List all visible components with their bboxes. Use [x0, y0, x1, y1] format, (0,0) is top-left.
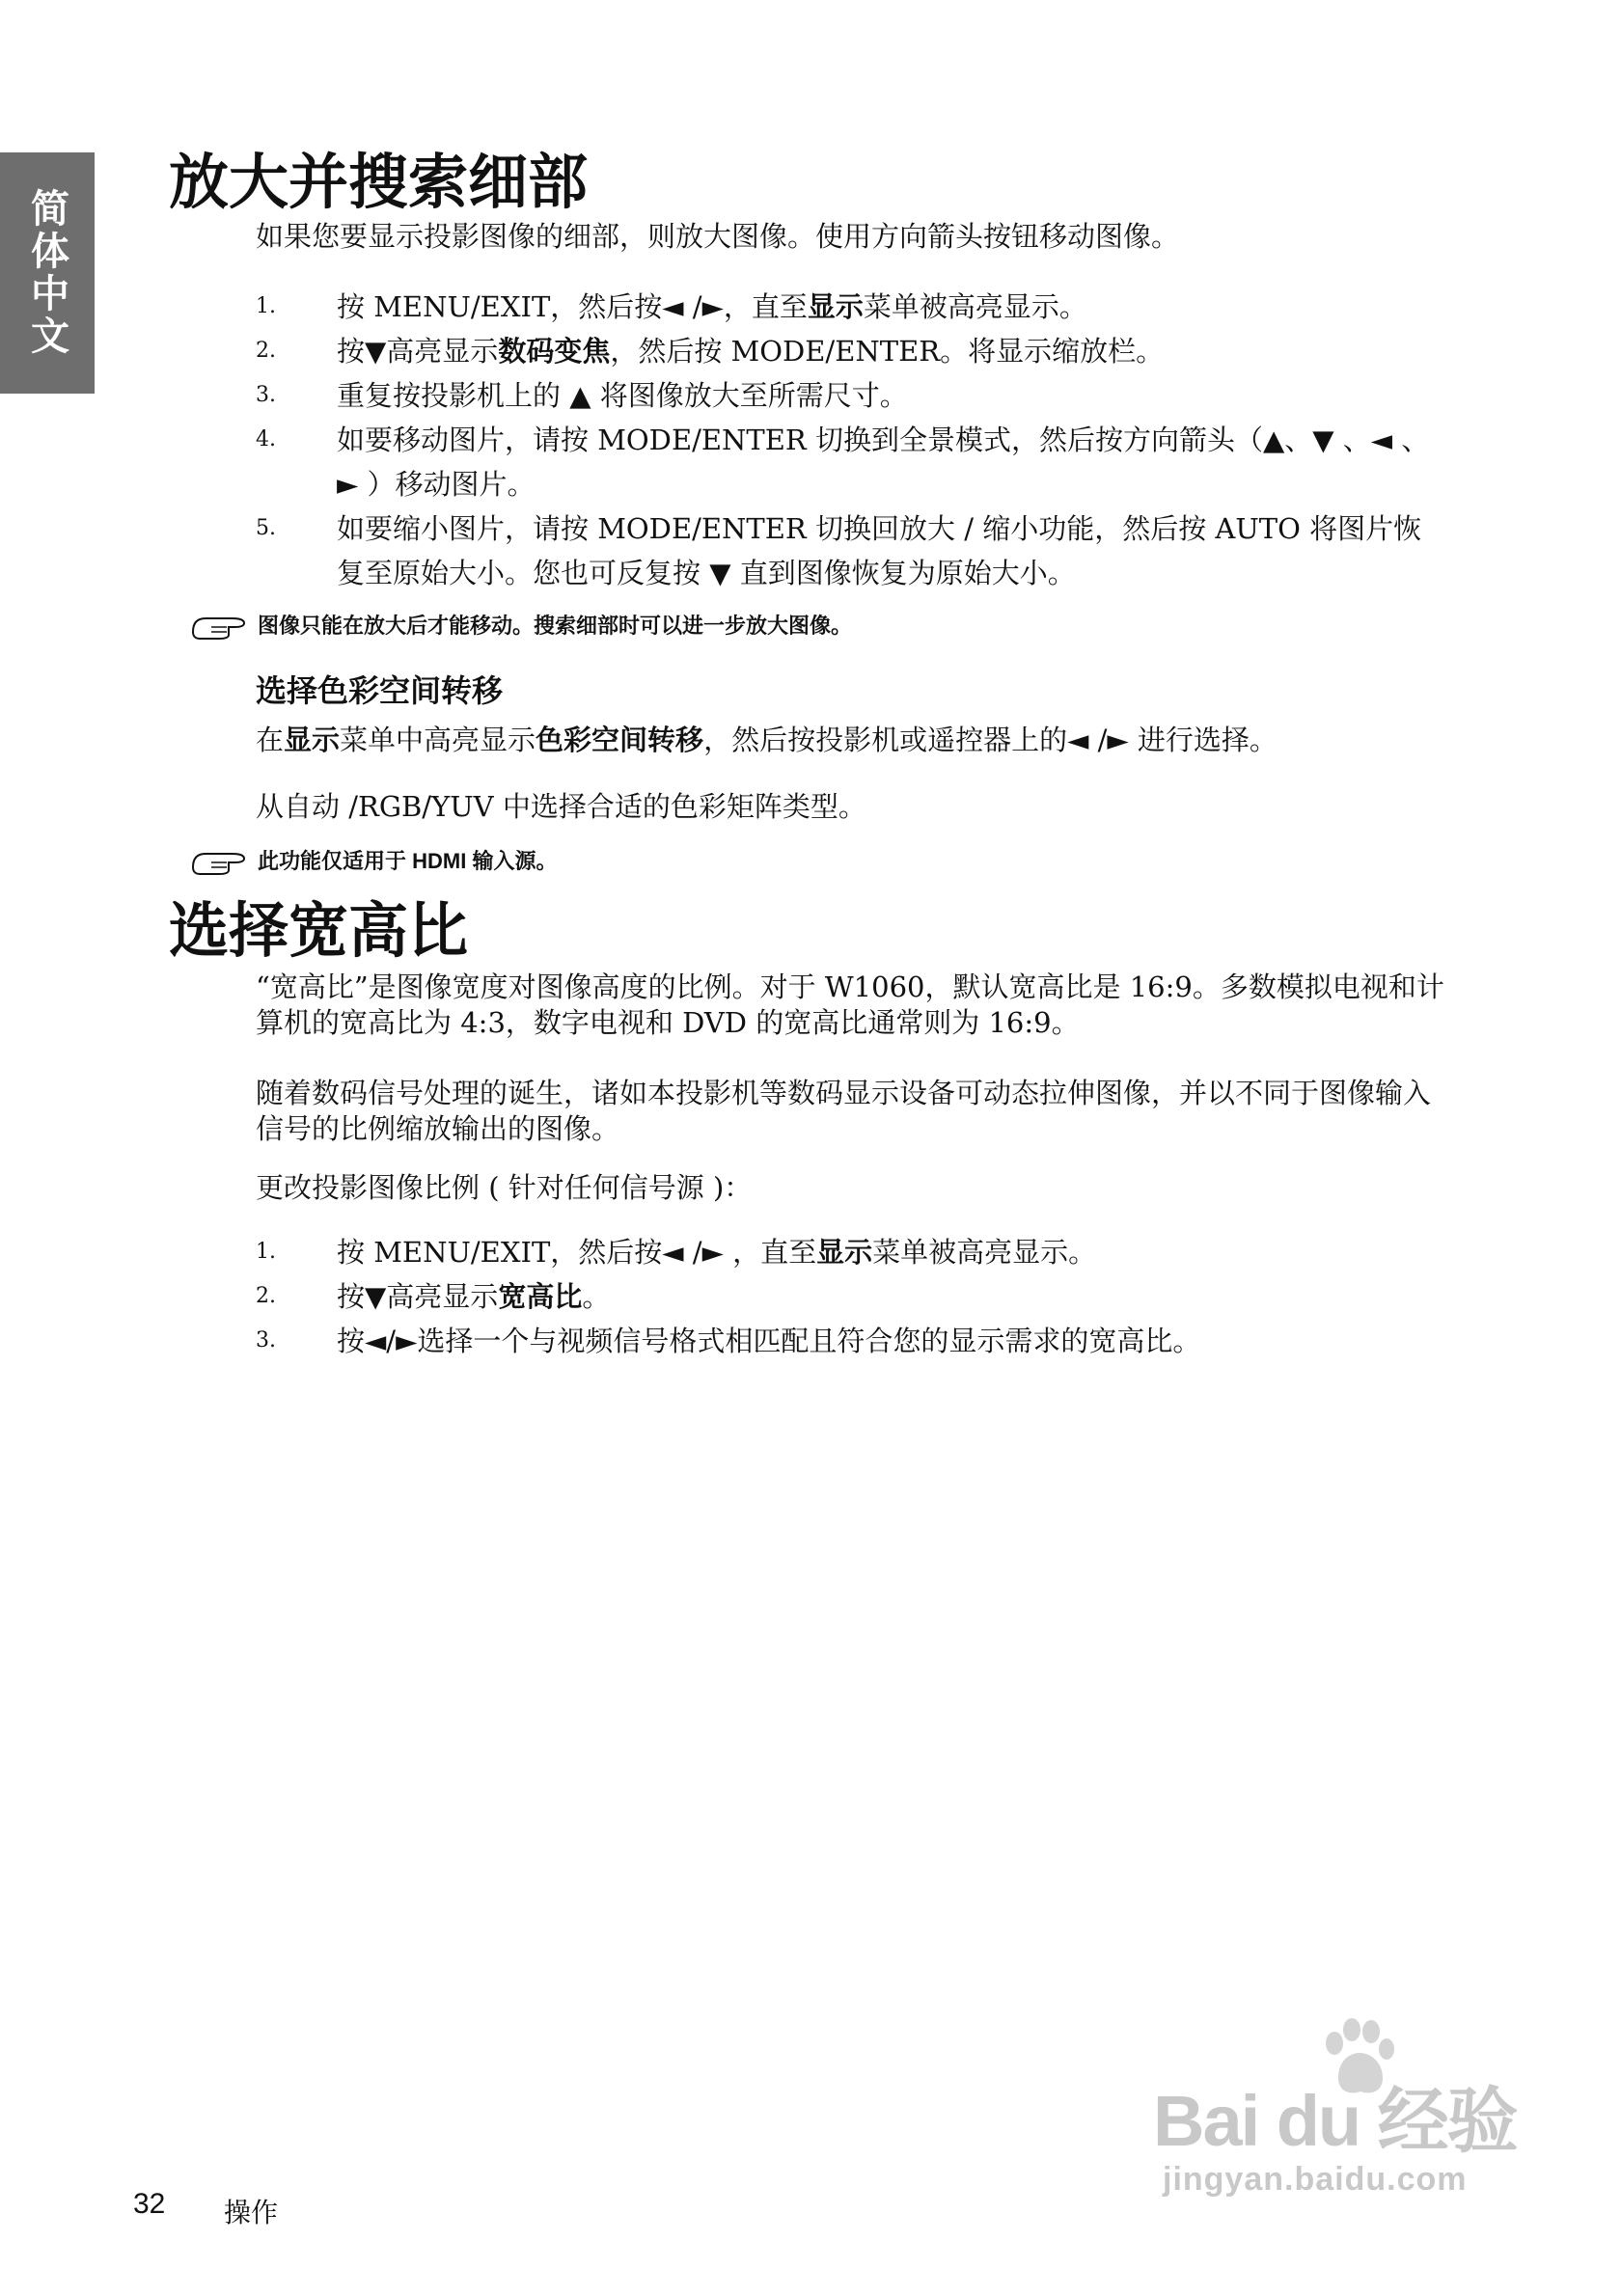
pointing-hand-icon — [190, 611, 252, 640]
section-title-zoom: 放大并搜索细部 — [169, 147, 589, 217]
subsection-title-color-space: 选择色彩空间转移 — [256, 672, 504, 709]
list-number: 5. — [256, 516, 276, 540]
list-text: 按 MENU/EXIT，然后按◄ /► ，直至显示菜单被高亮显示。 — [337, 1236, 1097, 1269]
menu-name-display: 显示 — [816, 1236, 873, 1269]
note — [190, 610, 852, 640]
list-number: 2. — [256, 1284, 276, 1308]
list-text: 如要移动图片，请按 MODE/ENTER 切换到全景模式，然后按方向箭头（▲、▼ 、◄ 、► ）移动图片。 — [337, 424, 1430, 501]
zoom-intro: 如果您要显示投影图像的细部，则放大图像。使用方向箭头按钮移动图像。 — [256, 220, 1180, 253]
list-number: 1. — [256, 1240, 276, 1264]
list-number: 2. — [256, 339, 276, 363]
page-number: 32 — [133, 2188, 166, 2220]
watermark-url: jingyan.baidu.com — [1163, 2161, 1468, 2198]
menu-item-color-space: 色彩空间转移 — [536, 724, 704, 756]
list-number: 1. — [256, 294, 276, 318]
aspect-ratio-steps-intro: 更改投影图像比例 ( 针对任何信号源 )： — [256, 1171, 753, 1204]
list-text: 按 MENU/EXIT，然后按◄ /►，直至显示菜单被高亮显示。 — [337, 290, 1087, 323]
list-text: 重复按投影机上的 ▲ 将图像放大至所需尺寸。 — [337, 379, 908, 412]
color-space-options: 从自动 /RGB/YUV 中选择合适的色彩矩阵类型。 — [256, 790, 866, 823]
note-text: 此功能仅适用于 HDMI 输入源。 — [258, 849, 558, 873]
menu-name-display: 显示 — [807, 290, 864, 323]
list-number: 3. — [256, 1328, 276, 1353]
menu-item-digital-zoom: 数码变焦 — [498, 335, 611, 368]
list-text: 按◄/►选择一个与视频信号格式相匹配且符合您的显示需求的宽高比。 — [337, 1325, 1201, 1357]
menu-name-display: 显示 — [284, 724, 341, 756]
menu-item-aspect-ratio: 宽高比 — [498, 1280, 583, 1313]
aspect-ratio-digital: 随着数码信号处理的诞生，诸如本投影机等数码显示设备可动态拉伸图像，并以不同于图像输入信号的比例缩放输出的图像。 — [256, 1077, 1432, 1145]
pointing-hand-icon — [190, 846, 252, 875]
section-title-aspect-ratio: 选择宽高比 — [169, 895, 469, 966]
footer-section-label: 操作 — [224, 2197, 279, 2228]
language-tab-label: 简体中文 — [24, 188, 69, 358]
baidu-watermark — [1153, 2064, 1539, 2209]
list-text: 按▼高亮显示宽高比。 — [337, 1280, 611, 1313]
aspect-ratio-definition: “宽高比”是图像宽度对图像高度的比例。对于 W1060，默认宽高比是 16:9。多数模拟电视和计算机的宽高比为 4:3，数字电视和 DVD 的宽高比通常则为 16:9。 — [256, 970, 1444, 1039]
list-text: 按▼高亮显示数码变焦，然后按 MODE/ENTER。将显示缩放栏。 — [337, 335, 1165, 368]
color-space-instructions: 在显示菜单中高亮显示色彩空间转移，然后按投影机或遥控器上的◄ /► 进行选择。 — [256, 724, 1278, 756]
watermark-brand: Bai du 经验 — [1153, 2081, 1517, 2161]
list-number: 4. — [256, 427, 276, 451]
language-side-tab — [0, 152, 95, 394]
list-number: 3. — [256, 383, 276, 407]
note — [190, 845, 557, 875]
note-text: 图像只能在放大后才能移动。搜索细部时可以进一步放大图像。 — [258, 614, 853, 638]
list-text: 如要缩小图片，请按 MODE/ENTER 切换回放大 / 缩小功能，然后按 AUTO 将图片恢复至原始大小。您也可反复按 ▼ 直到图像恢复为原始大小。 — [337, 512, 1422, 589]
